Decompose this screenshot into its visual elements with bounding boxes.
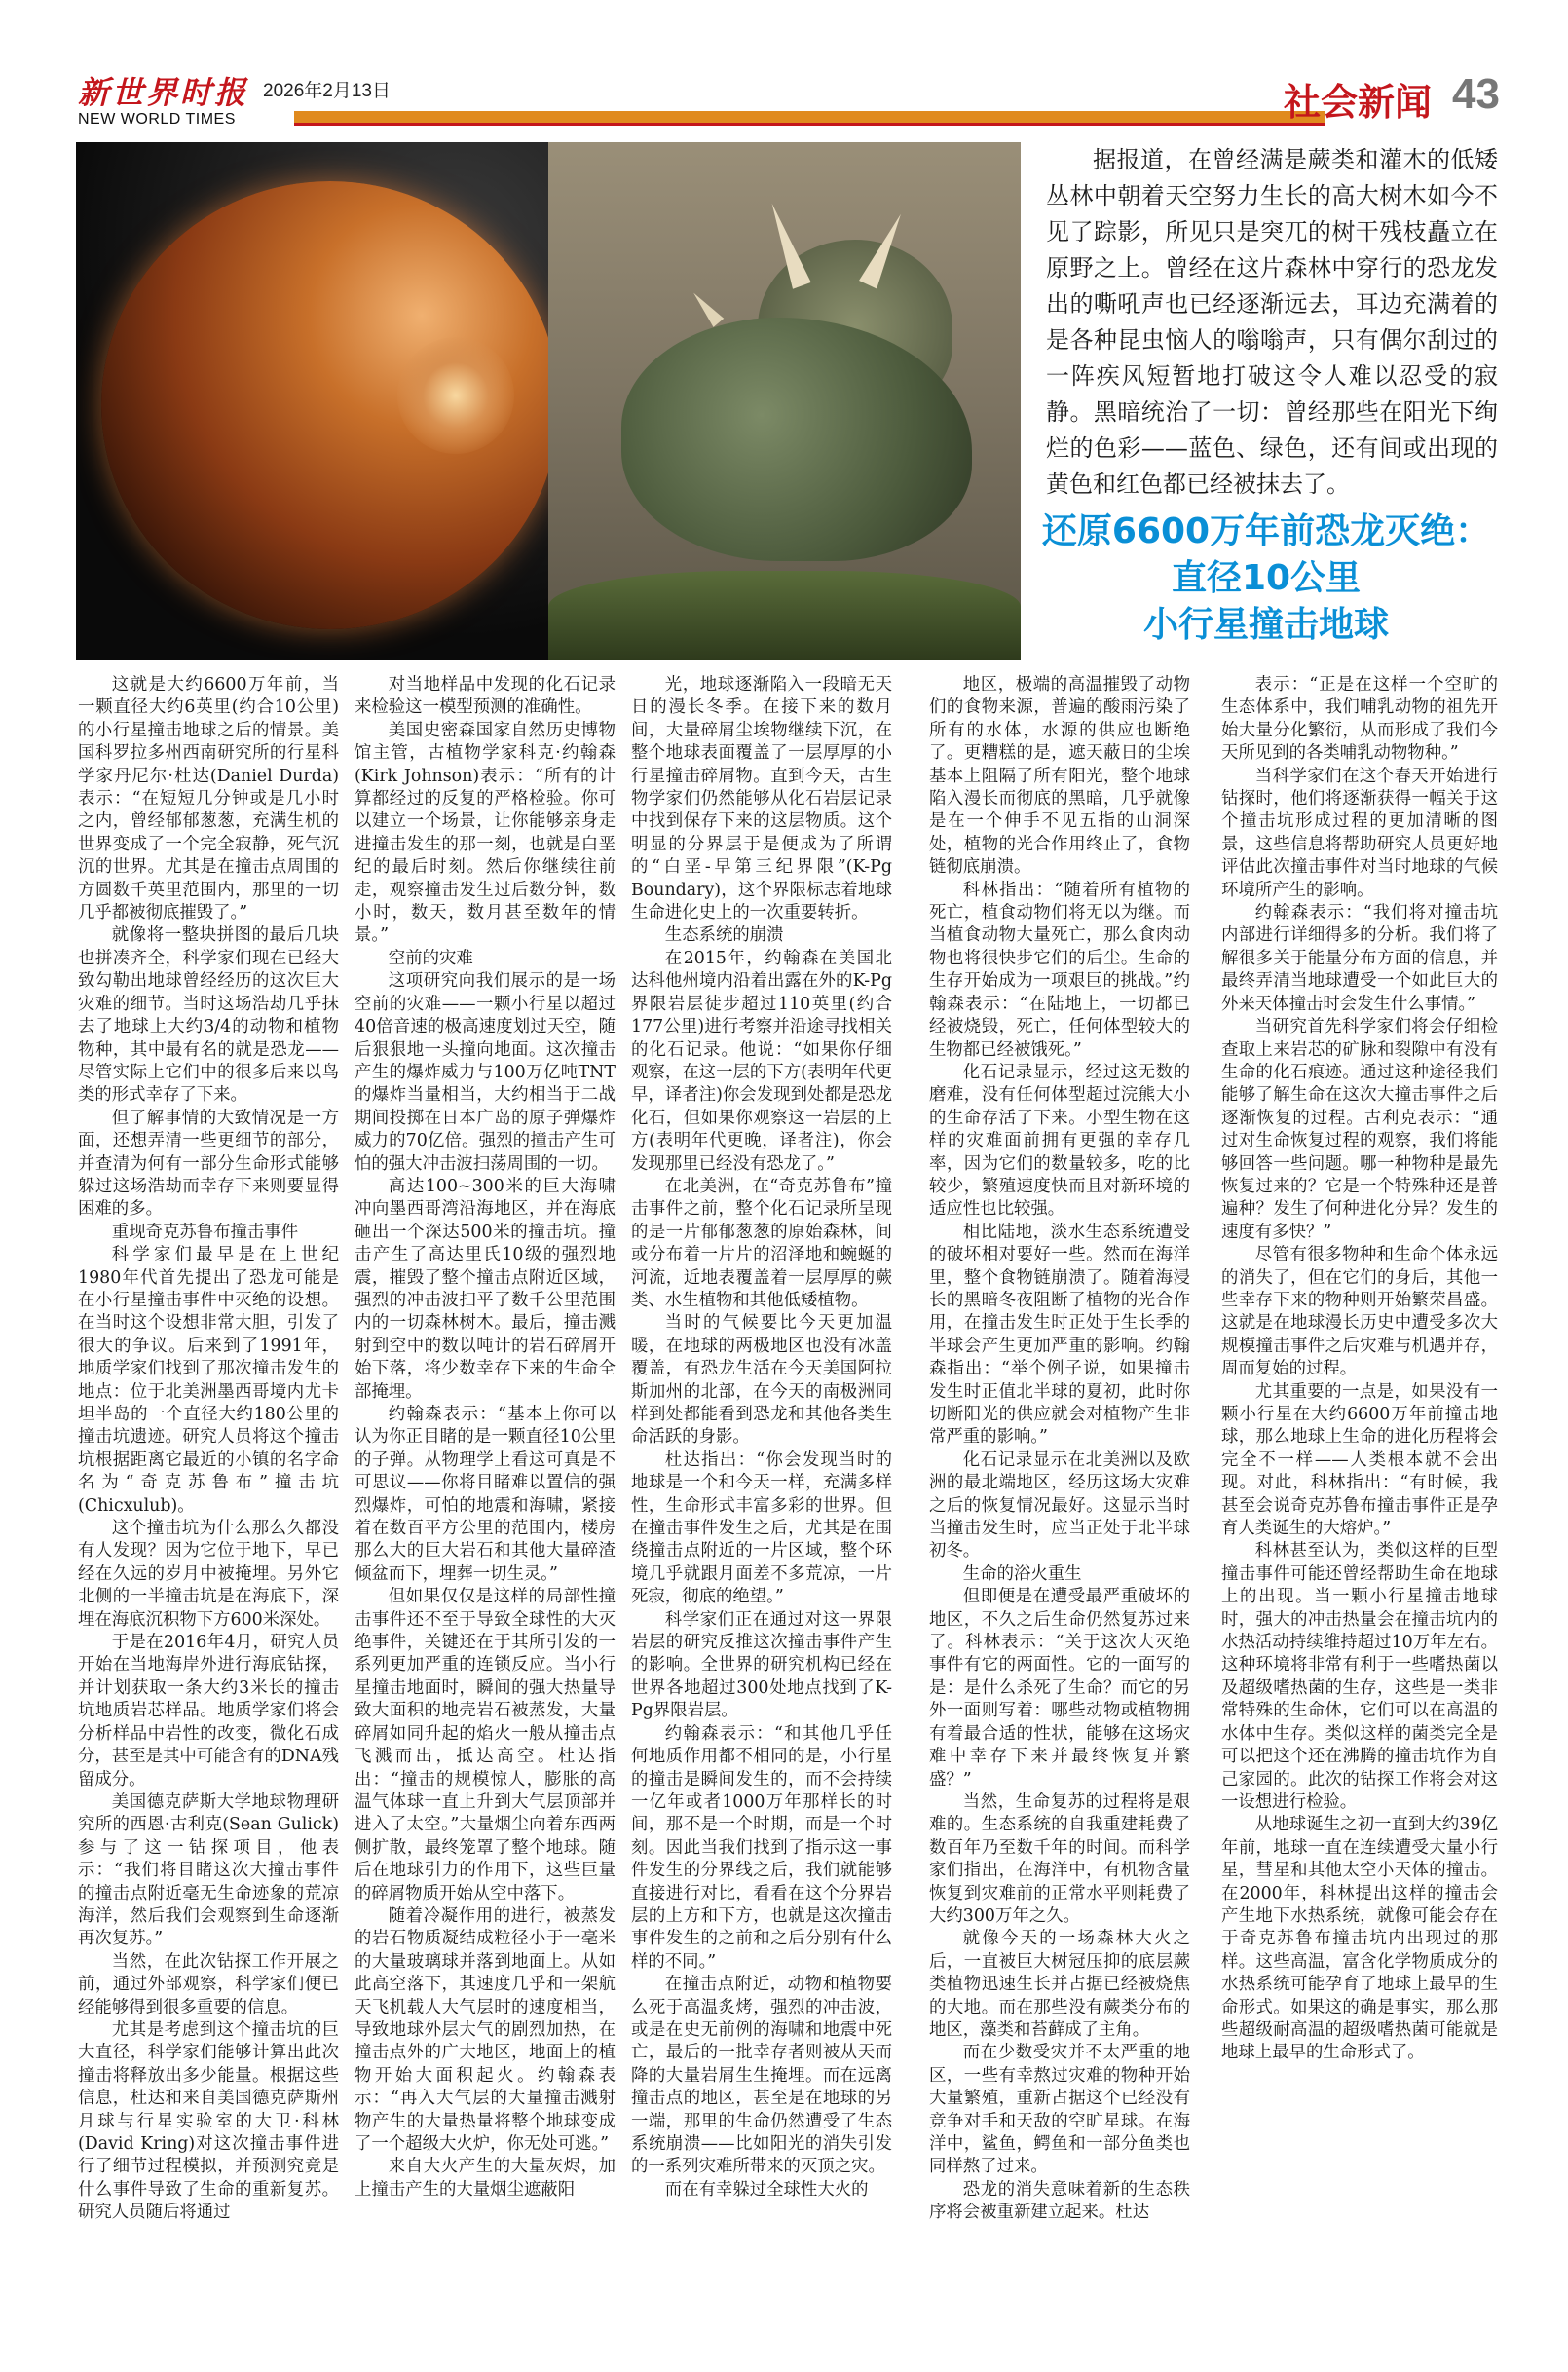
page-number: 43 xyxy=(1452,70,1500,118)
newspaper-brand: 新世界时报 xyxy=(78,74,249,111)
article-paragraph: 但如果仅仅是这样的局部性撞击事件还不至于导致全球性的大灭绝事件，关键还在于其所引发的一系列更加严重的连锁反应。当小行星撞击地面时，瞬间的强大热量导致大面积的地壳岩石被蒸发，大量碎屑如同升起的焰火一般从撞击点飞溅而出，抵达高空。杜达指出：“撞击的规模惊人，膨胀的高温气体球一直上升到大气层顶部并进入了太空。”大量烟尘向着东西两侧扩散，最终笼罩了整个地球。随后在地球引力的作用下，这些巨量的碎屑物质开始从空中落下。 xyxy=(355,1587,616,1903)
masthead xyxy=(78,68,1500,136)
headline-line: 直径10公里 xyxy=(1171,558,1362,598)
section-title: 社会新闻 xyxy=(1283,81,1432,124)
article-paragraph: 就像今天的一场森林大火之后，一直被巨大树冠压抑的底层蕨类植物迅速生长并占据已经被烧焦的大地。而在那些没有蕨类分布的地区，藻类和苔藓成了主角。 xyxy=(929,1929,1190,2040)
article-paragraph: 在北美洲，在“奇克苏鲁布”撞击事件之前，整个化石记录所呈现的是一片郁郁葱葱的原始森林，间或分布着一片片的沼泽地和蜿蜒的河流，近地表覆盖着一层厚厚的蕨类、水生植物和其他低矮植物。 xyxy=(631,1176,892,1310)
article-paragraph: 化石记录显示在北美洲以及欧洲的最北端地区，经历这场大灾难之后的恢复情况最好。这显示当时当撞击发生时，应当正处于北半球初冬。 xyxy=(929,1450,1190,1562)
fern-foreground xyxy=(548,571,1021,660)
hero-image xyxy=(76,142,1021,660)
article-paragraph: 科林甚至认为，类似这样的巨型撞击事件可能还曾经帮助生命在地球上的出现。当一颗小行星撞击地球时，强大的冲击热量会在撞击坑内的水热活动持续维持超过10万年左右。这种环境将非常有利于一些嗜热菌以及超级嗜热菌的生存，这些是一类非常特殊的生命体，它们可以在高温的水体中生存。类似这样的菌类完全是可以把这个还在沸腾的撞击坑作为自己家园的。此次的钻探工作将会对这一设想进行检验。 xyxy=(1221,1541,1498,1812)
article-paragraph: 来自大火产生的大量灰烬，加上撞击产生的大量烟尘遮蔽阳 xyxy=(355,2157,616,2200)
article-paragraph: 光，地球逐渐陷入一段暗无天日的漫长冬季。在接下来的数月间，大量碎屑尘埃物继续下沉，在整个地球表面覆盖了一层厚厚的小行星撞击碎屑物。直到今天，古生物学家们仍然能够从化石岩层记录中找到保存下来的这层物质。这个明显的分界层于是便成为了所谓的“白垩-早第三纪界限”(K-Pg Boundary)，这个界限标志着地球生命进化史上的一次重要转折。 xyxy=(631,675,892,923)
article-paragraph: 于是在2016年4月，研究人员开始在当地海岸外进行海底钻探，并计划获取一条大约3米长的撞击坑地质岩芯样品。地质学家们将会分析样品中岩性的改变，微化石成分，甚至是其中可能含有的DNA残留成分。 xyxy=(78,1633,339,1789)
planet-image xyxy=(76,142,548,660)
article-paragraph: 而在少数受灾并不太严重的地区，一些有幸熬过灾难的物种开始大量繁殖，重新占据这个已经没有竞争对手和天敌的空旷星球。在海洋中，鲨鱼，鳄鱼和一部分鱼类也同样熬了过来。 xyxy=(929,2043,1190,2177)
article-paragraph: 当然，在此次钻探工作开展之前，通过外部观察，科学家们便已经能够得到很多重要的信息。 xyxy=(78,1951,339,2017)
article-paragraph: 当时的气候要比今天更加温暖，在地球的两极地区也没有冰盖覆盖，有恐龙生活在今天美国阿拉斯加州的北部，在今天的南极洲同样到处都能看到恐龙和其他各类生命活跃的身影。 xyxy=(631,1313,892,1448)
article-paragraph: 就像将一整块拼图的最后几块也拼凑齐全，科学家们现在已经大致勾勒出地球曾经经历的这次巨大灾难的细节。当时这场浩劫几乎抹去了地球上大约3/4的动物和植物物种，其中最有名的就是恐龙——尽管实际上它们中的很多后来以鸟类的形式幸存了下来。 xyxy=(78,925,339,1106)
newspaper-brand-en: NEW WORLD TIMES xyxy=(78,111,236,128)
intro-paragraph: 据报道，在曾经满是蕨类和灌木的低矮丛林中朝着天空努力生长的高大树木如今不见了踪影，所见只是突兀的树干残枝矗立在原野之上。曾经在这片森林中穿行的恐龙发出的嘶吼声也已经逐渐远去，耳边充满着的是各种昆虫恼人的嗡嗡声，只有偶尔刮过的一阵疾风短暂地打破这令人难以忍受的寂静。黑暗统治了一切：曾经那些在阳光下绚烂的色彩——蓝色、绿色，还有间或出现的黄色和红色都已经被抹去了。 xyxy=(1046,146,1498,498)
article-paragraph: 地区，极端的高温摧毁了动物们的食物来源，普遍的酸雨污染了所有的水体，水源的供应也断绝了。更糟糕的是，遮天蔽日的尘埃基本上阻隔了所有阳光，整个地球陷入漫长而彻底的黑暗，几乎就像是在一个伸手不见五指的山洞深处，植物的光合作用终止了，食物链彻底崩溃。 xyxy=(929,675,1190,878)
article-paragraph: 高达100~300米的巨大海啸冲向墨西哥湾沿海地区，并在海底砸出一个深达500米的撞击坑。撞击产生了高达里氏10级的强烈地震，摧毁了整个撞击点附近区域，强烈的冲击波扫平了数千公里范围内的一切森林树木。最后，撞击溅射到空中的数以吨计的岩石碎屑开始下落，将少数幸存下来的生命全部掩埋。 xyxy=(355,1176,616,1402)
header-rule xyxy=(294,111,1325,123)
article-column-1 xyxy=(78,674,339,2225)
article-paragraph: 重现奇克苏鲁布撞击事件 xyxy=(111,1222,299,1242)
article-paragraph: 约翰森表示：“基本上你可以认为你正目睹的是一颗直径10公里的子弹。从物理学上看这可真是不可思议——你将目睹难以置信的强烈爆炸，可怕的地震和海啸，紧接着在数百平方公里的范围内，楼房那么大的巨大岩石和其他大量碎渣倾盆而下，埋葬一切生灵。” xyxy=(355,1405,616,1584)
article-paragraph: 相比陆地，淡水生态系统遭受的破坏相对要好一些。然而在海洋里，整个食物链崩溃了。随着海浸长的黑暗冬夜阻断了植物的光合作用，在撞击发生时正处于生长季的半球会产生更加严重的影响。约翰森指出：“举个例子说，如果撞击发生时正值北半球的夏初，此时你切断阳光的供应就会对植物产生非常严重的影响。” xyxy=(929,1222,1190,1448)
headline-line: 还原6600万年前恐龙灭绝： xyxy=(1041,511,1491,551)
article-paragraph: 但即便是在遭受最严重破坏的地区，不久之后生命仍然复苏过来了。科林表示：“关于这次大灭绝事件有它的两面性。它的一面写的是：是什么杀死了生命？而它的另外一面则写着：哪些动物或植物拥有着最合适的性状，能够在这场灾难中幸存下来并最终恢复并繁盛？” xyxy=(929,1587,1190,1789)
article-paragraph: 尤其是考虑到这个撞击坑的巨大直径，科学家们能够计算出此次撞击将释放出多少能量。根据这些信息，杜达和来自美国德克萨斯州月球与行星实验室的大卫·科林(David Kring)对这次撞击事件进行了细节过程模拟，并预测究竟是什么事件导致了生命的重新复苏。研究人员随后将通过 xyxy=(78,2019,339,2223)
article-paragraph: 对当地样品中发现的化石记录来检验这一模型预测的准确性。 xyxy=(355,675,616,718)
headline-line: 小行星撞击地球 xyxy=(1142,605,1389,645)
article-paragraph: 这就是大约6600万年前，当一颗直径大约6英里(约合10公里)的小行星撞击地球之后的情景。美国科罗拉多州西南研究所的行星科学家丹尼尔·杜达(Daniel Durda)表示：“在短短几分钟或是几小时之内，曾经郁郁葱葱，充满生机的世界变成了一个完全寂静，死气沉沉的世界。尤其是在撞击点周围的方圆数千英里范围内，那里的一切几乎都被彻底摧毁了。” xyxy=(78,675,339,923)
article-paragraph: 科林指出：“随着所有植物的死亡，植食动物们将无以为继。而当植食动物大量死亡，那么食肉动物也将很快步它们的后尘。生命的生存开始成为一项艰巨的挑战。”约翰森表示：“在陆地上，一切都已经被烧毁，死亡，任何体型较大的生物都已经被饿死。” xyxy=(929,880,1190,1060)
article-paragraph: 空前的灾难 xyxy=(388,948,473,968)
article-paragraph: 在撞击点附近，动物和植物要么死于高温炙烤，强烈的冲击波，或是在史无前例的海啸和地震中死亡，最后的一批幸存者则被从天而降的大量岩屑生生掩埋。而在远离撞击点的地区，甚至是在地球的另一端，那里的生命仍然遭受了生态系统崩溃——比如阳光的消失引发的一系列灾难所带来的灭顶之灾。 xyxy=(631,1975,892,2177)
article-column-2 xyxy=(355,674,616,2202)
article-paragraph: 而在有幸躲过全球性大火的 xyxy=(664,2179,869,2200)
article-paragraph: 美国德克萨斯大学地球物理研究所的西恩·古利克(Sean Gulick)参与了这一钻探项目，他表示：“我们将目睹这次大撞击事件的撞击点附近毫无生命迹象的荒凉海洋，然后我们会观察到生命逐渐再次复苏。” xyxy=(78,1791,339,1949)
article-headline xyxy=(1032,508,1500,649)
article-paragraph: 杜达指出：“你会发现当时的地球是一个和今天一样，充满多样性，生命形式丰富多彩的世界。但在撞击事件发生之后，尤其是在围绕撞击点附近的一片区域，整个环境几乎就跟月面差不多荒凉，一片死寂，彻底的绝望。” xyxy=(631,1450,892,1607)
article-paragraph: 尤其重要的一点是，如果没有一颗小行星在大约6600万年前撞击地球，那么地球上生命的进化历程将会完全不一样——人类根本就不会出现。对此，科林指出：“有时候，我甚至会说奇克苏鲁布撞击事件正是孕育人类诞生的大熔炉。” xyxy=(1221,1381,1498,1539)
article-paragraph: 在2015年，约翰森在美国北达科他州境内沿着出露在外的K-Pg界限岩层徒步超过110英里(约合177公里)进行考察并沿途寻找相关的化石记录。他说：“如果你仔细观察，在这一层的下方(表明年代更早，译者注)你会发现到处都是恐龙化石，但如果你观察这一岩层的上方(表明年代更晚，译者注)，你会发现那里已经没有恐龙了。” xyxy=(631,948,892,1174)
article-paragraph: 当研究首先科学家们将会仔细检查取上来岩芯的矿脉和裂隙中有没有生命的化石痕迹。通过这种途径我们能够了解生命在这次大撞击事件之后逐渐恢复的过程。古利克表示：“通过对生命恢复过程的观察，我们将能够回答一些问题。哪一种物种是最先恢复过来的？它是一个特殊种还是普遍种？发生了何种进化分异？发生的速度有多快？” xyxy=(1221,1017,1498,1242)
article-paragraph: 当然，生命复苏的过程将是艰难的。生态系统的自我重建耗费了数百年乃至数千年的时间。而科学家们指出，在海洋中，有机物含量恢复到灾难前的正常水平则耗费了大约300万年之久。 xyxy=(929,1791,1190,1926)
article-paragraph: 随着冷凝作用的进行，被蒸发的岩石物质凝结成粒径小于一毫米的大量玻璃球并落到地面上。从如此高空落下，其速度几乎和一架航天飞机载人大气层时的速度相当，导致地球外层大气的剧烈加热，在撞击点外的广大地区，地面上的植物开始大面积起火。约翰森表示：“再入大气层的大量撞击溅射物产生的大量热量将整个地球变成了一个超级大火炉，你无处可逃。” xyxy=(355,1905,616,2154)
article-paragraph: 美国史密森国家自然历史博物馆主管，古植物学家科克·约翰森(Kirk Johnson)表示：“所有的计算都经过的反复的严格检验。你可以建立一个场景，让你能够亲身走进撞击发生的那一刻，也就是白垩纪的最后时刻。然后你继续往前走，观察撞击发生过后数分钟，数小时，数天，数月甚至数年的情景。” xyxy=(355,720,616,946)
article-paragraph: 当科学家们在这个春天开始进行钻探时，他们将逐渐获得一幅关于这个撞击坑形成过程的更加清晰的图景，这些信息将帮助研究人员更好地评估此次撞击事件对当时地球的气候环境所产生的影响。 xyxy=(1221,766,1498,900)
article-paragraph: 从地球诞生之初一直到大约39亿年前，地球一直在连续遭受大量小行星，彗星和其他太空小天体的撞击。在2000年，科林提出这样的撞击会产生地下水热系统，就像可能会存在于奇克苏鲁布撞击坑内出现过的那样。这些高温，富含化学物质成分的水热系统可能孕育了地球上最早的生命形式。如果这的确是事实，那么那些超级耐高温的超级嗜热菌可能就是地球上最早的生命形式了。 xyxy=(1221,1815,1498,2063)
article-column-5 xyxy=(1221,674,1498,2065)
article-paragraph: 约翰森表示：“和其他几乎任何地质作用都不相同的是，小行星的撞击是瞬间发生的，而不会持续一亿年或者1000万年那样长的时间，那不是一个时期，而是一个时刻。因此当我们找到了指示这一事件发生的分界线之后，我们就能够直接进行对比，看看在这个分界岩层的上方和下方，也就是这次撞击事件发生的之前和之后分别有什么样的不同。” xyxy=(631,1723,892,1972)
article-paragraph: 科学家们最早是在上世纪1980年代首先提出了恐龙可能是在小行星撞击事件中灭绝的设想。在当时这个设想非常大胆，引发了很大的争议。后来到了1991年，地质学家们找到了那次撞击发生的地点：位于北美洲墨西哥境内尤卡坦半岛的一个直径大约180公里的撞击坑遗迹。研究人员将这个撞击坑根据距离它最近的小镇的名字命名为“奇克苏鲁布”撞击坑(Chicxulub)。 xyxy=(78,1245,339,1516)
article-column-4 xyxy=(929,674,1190,2225)
article-paragraph: 生命的浴火重生 xyxy=(962,1563,1082,1584)
article-paragraph: 化石记录显示，经过这无数的磨难，没有任何体型超过浣熊大小的生命存活了下来。小型生物在这样的灾难面前拥有更强的幸存几率，因为它们的数量较多，吃的比较少，繁殖速度快而且对新环境的适应性也比较强。 xyxy=(929,1062,1190,1220)
article-paragraph: 这项研究向我们展示的是一场空前的灾难——一颗小行星以超过40倍音速的极高速度划过天空，随后狠狠地一头撞向地面。这次撞击产生的爆炸威力与100万亿吨TNT的爆炸当量相当，大约相当于二战期间投掷在日本广岛的原子弹爆炸威力的70亿倍。强烈的撞击产生可怕的强大冲击波扫荡周围的一切。 xyxy=(355,971,616,1174)
article-paragraph: 尽管有很多物种和生命个体永远的消失了，但在它们的身后，其他一些幸存下来的物种则开始繁荣昌盛。这就是在地球漫长历史中遭受多次大规模撞击事件之后灾难与机遇并存，周而复始的过程。 xyxy=(1221,1245,1498,1379)
header-rule-accent xyxy=(294,123,1325,126)
article-paragraph: 表示：“正是在这样一个空旷的生态体系中，我们哺乳动物的祖先开始大量分化繁衍，从而形成了我们今天所见到的各类哺乳动物物种。” xyxy=(1221,675,1498,764)
article-paragraph: 恐龙的消失意味着新的生态秩序将会被重新建立起来。杜达 xyxy=(929,2179,1190,2223)
article-paragraph: 生态系统的崩溃 xyxy=(664,925,784,946)
article-paragraph: 这个撞击坑为什么那么久都没有人发现？因为它位于地下，早已经在久远的岁月中被掩埋。另外它北侧的一半撞击坑是在海底下，深埋在海底沉积物下方600米深处。 xyxy=(78,1519,339,1630)
article-paragraph: 但了解事情的大致情况是一方面，还想弄清一些更细节的部分，并查清为何有一部分生命形式能够躲过这场浩劫而幸存下来则要显得困难的多。 xyxy=(78,1108,339,1220)
article-paragraph: 科学家们正在通过对这一界限岩层的研究反推这次撞击事件产生的影响。全世界的研究机构已经在世界各地超过300处地点找到了K-Pg界限岩层。 xyxy=(631,1609,892,1721)
impact-glow xyxy=(397,337,514,454)
issue-date: 2026年2月13日 xyxy=(263,81,391,101)
article-paragraph: 约翰森表示：“我们将对撞击坑内部进行详细得多的分析。我们将了解很多关于能量分布方面的信息，并最终弄清当地球遭受一个如此巨大的外来天体撞击时会发生什么事情。” xyxy=(1221,903,1498,1014)
article-column-3 xyxy=(631,674,892,2202)
